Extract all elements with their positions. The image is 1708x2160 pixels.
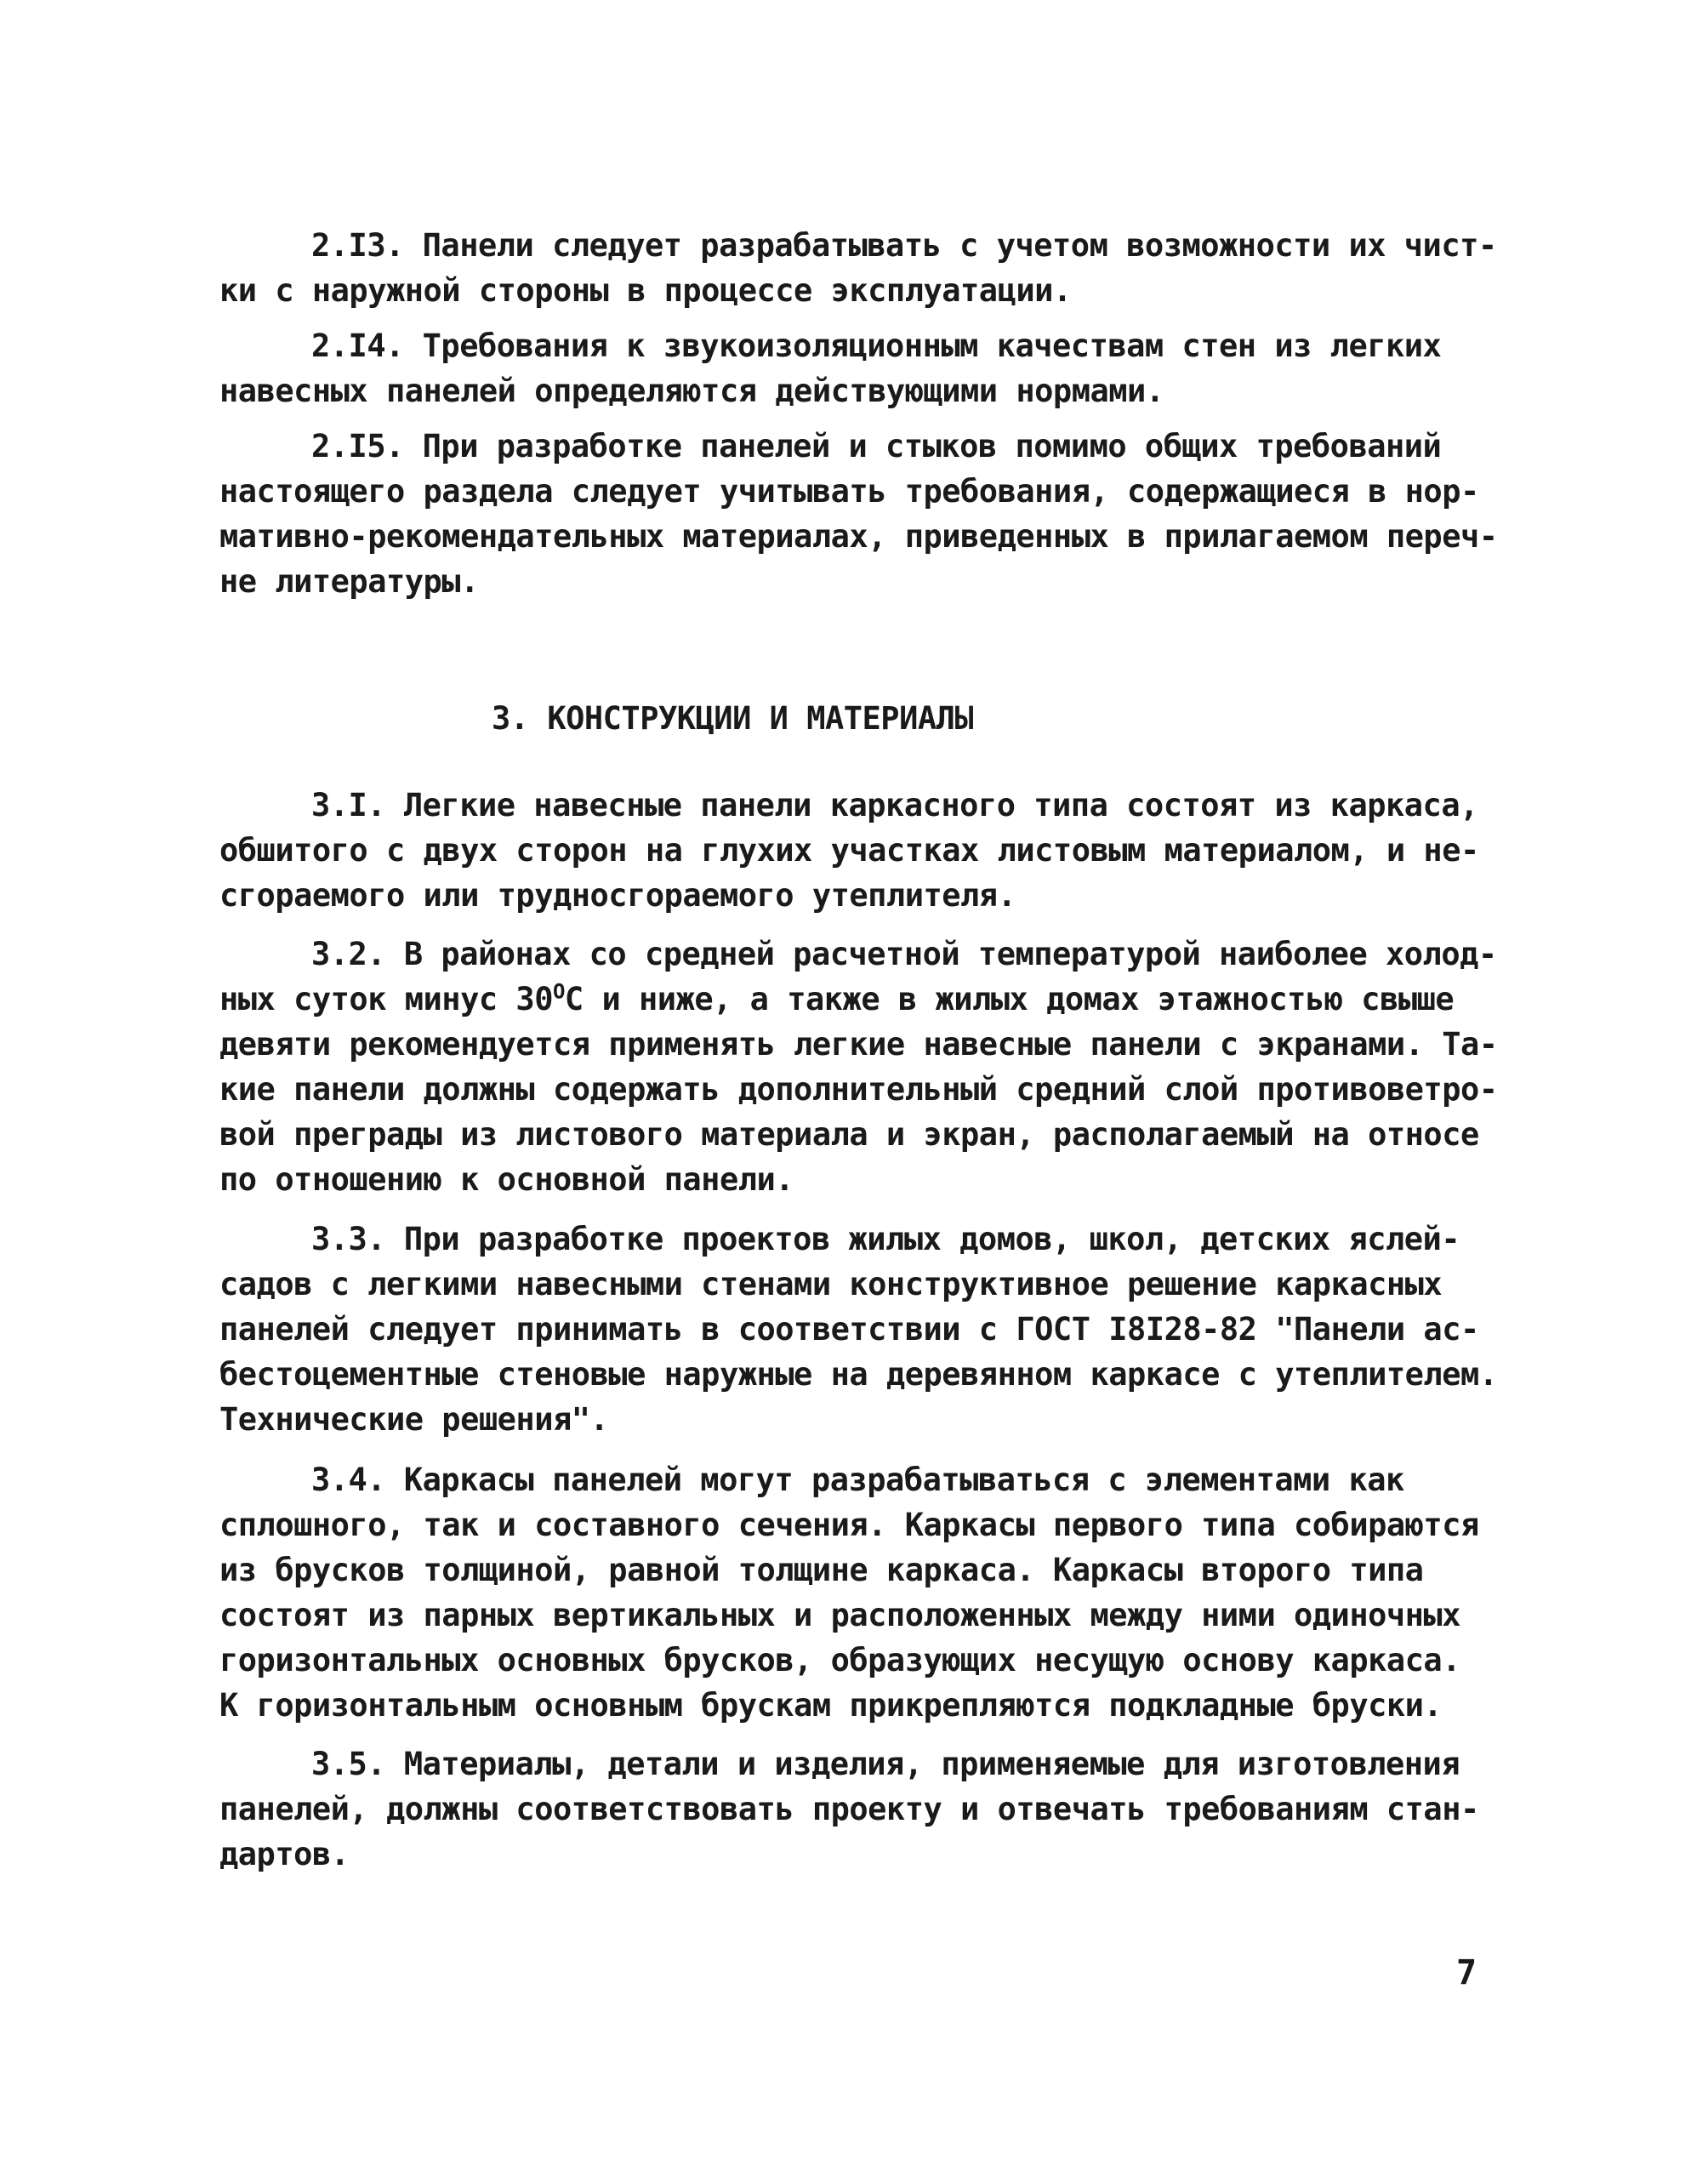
paragraph-line: навесных панелей определяются действующими нормами. xyxy=(219,373,1164,409)
paragraph-3-5 xyxy=(219,1741,1495,1877)
paragraph-line: горизонтальных основных брусков, образующих несущую основу каркаса. xyxy=(219,1642,1460,1678)
line-segment: С и ниже, а также в жилых домах этажностью свыше xyxy=(564,981,1455,1017)
paragraph-line: дартов. xyxy=(219,1836,350,1872)
paragraph-line: 3.2. В районах со средней расчетной температурой наиболее холод- xyxy=(311,936,1497,972)
section-heading: 3. КОНСТРУКЦИИ И МАТЕРИАЛЫ xyxy=(492,700,974,737)
paragraph-line: бестоцементные стеновые наружные на деревянном каркасе с утеплителем. xyxy=(219,1356,1498,1393)
paragraph-line: К горизонтальным основным брускам прикрепляются подкладные бруски. xyxy=(219,1687,1443,1724)
paragraph-3-4 xyxy=(219,1457,1495,1728)
paragraph-line: панелей следует принимать в соответствии с ГОСТ I8I28-82 "Панели ас- xyxy=(219,1311,1479,1348)
paragraph-line: 2.I3. Панели следует разрабатывать с учетом возможности их чист- xyxy=(311,227,1497,264)
paragraph-line: кие панели должны содержать дополнительный средний слой противоветро- xyxy=(219,1071,1498,1108)
paragraph-line: 3.3. При разработке проектов жилых домов, школ, детских яслей- xyxy=(311,1221,1460,1257)
paragraph-line: 3.4. Каркасы панелей могут разрабатываться с элементами как xyxy=(311,1462,1404,1498)
paragraph-3-3 xyxy=(219,1217,1498,1442)
paragraph-line: 2.I5. При разработке панелей и стыков помимо общих требований xyxy=(311,428,1442,464)
paragraph-line: садов с легкими навесными стенами конструктивное решение каркасных xyxy=(219,1266,1443,1302)
paragraph-line: 3.5. Материалы, детали и изделия, применяемые для изготовления xyxy=(311,1746,1460,1782)
paragraph-line: не литературы. xyxy=(219,563,479,600)
degree-superscript: O xyxy=(552,979,565,1004)
page-number: 7 xyxy=(1456,1953,1477,1992)
paragraph-2-15 xyxy=(219,424,1498,604)
paragraph-line: девяти рекомендуется применять легкие навесные панели с экранами. Та- xyxy=(219,1026,1498,1063)
paragraph-line: по отношению к основной панели. xyxy=(219,1161,794,1198)
paragraph-line: из брусков толщиной, равной толщине каркаса. Каркасы второго типа xyxy=(219,1552,1424,1588)
paragraph-line: сгораемого или трудносгораемого утеплителя. xyxy=(219,877,1016,914)
paragraph-line: 3.I. Легкие навесные панели каркасного типа состоят из каркаса, xyxy=(311,787,1478,824)
paragraph-2-13 xyxy=(219,223,1495,313)
paragraph-line: ки с наружной стороны в процессе эксплуатации. xyxy=(219,272,1072,309)
paragraph-line: 2.I4. Требования к звукоизоляционным качествам стен из легких xyxy=(311,328,1442,364)
paragraph-line: сплошного, так и составного сечения. Каркасы первого типа собираются xyxy=(219,1507,1479,1543)
line-segment: ных суток минус 30 xyxy=(219,981,553,1017)
paragraph-line xyxy=(219,977,1495,1022)
paragraph-line: Технические решения". xyxy=(219,1401,609,1438)
paragraph-line: мативно-рекомендательных материалах, приведенных в прилагаемом переч- xyxy=(219,518,1498,555)
paragraph-line: панелей, должны соответствовать проекту и отвечать требованиям стан- xyxy=(219,1791,1479,1827)
paragraph-line: вой преграды из листового материала и экран, располагаемый на относе xyxy=(219,1116,1479,1153)
paragraph-3-2 xyxy=(219,932,1498,1202)
paragraph-line: настоящего раздела следует учитывать требования, содержащиеся в нор- xyxy=(219,473,1479,510)
paragraph-line: состоят из парных вертикальных и расположенных между ними одиночных xyxy=(219,1597,1460,1633)
paragraph-3-1 xyxy=(219,783,1495,918)
paragraph-line: обшитого с двух сторон на глухих участках листовым материалом, и не- xyxy=(219,832,1479,869)
paragraph-2-14 xyxy=(219,323,1495,413)
